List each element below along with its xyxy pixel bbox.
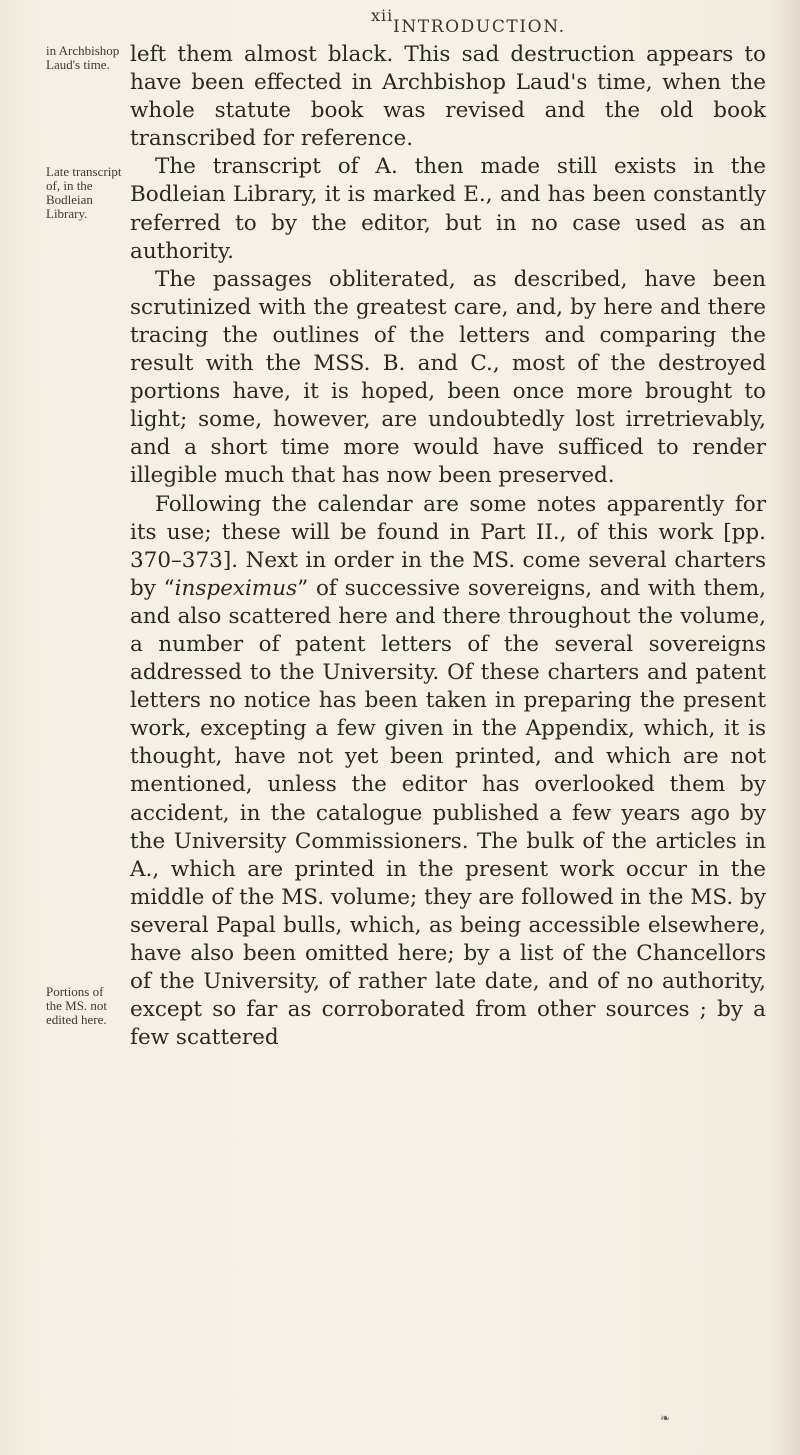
paragraph-2: The transcript of A. then made still exists in the Bodleian Library, it is marked E., and has been constantly referred to by the editor, but in no case used as an authority. [130, 154, 766, 264]
paragraph-4-after: ” of successive sovereigns, and with them, and also scattered here and there throughout the volume, a number of patent letters of the several sovereigns addressed to the University. Of these charters and patent letters no notice has been taken in preparing the present work, excepting a few given in the Appendix, which, it is thought, have not yet been printed, and which are not mentioned, unless the editor has overlooked them by accident, in the catalogue published a few years ago by the University Commissioners. The bulk of the articles in A., which are printed in the present work occur in the middle of the MS. volume; they are followed in the MS. by several Papal bulls, which, as being accessible elsewhere, have also been omitted here; by a list of the Chancellors of the University, of rather late date, and of no authority, except so far as corroborated from other sources ; by a few scattered [130, 575, 766, 1051]
page-edge-shadow [770, 0, 800, 1455]
paragraph-3: The passages obliterated, as described, have been scrutinized with the greatest care, and, by here and there tracing the outlines of the letters and comparing the result with the MSS. B. and C., most of the destroyed portions have, it is hoped, been once more brought to light; some, however, are undoubtedly lost irretrievably, and a short time more would have sufficed to render illegible much that has now been preserved. [130, 266, 766, 489]
paragraph-4-before: Following the calendar are some notes apparently for its use; these will be found in Part II., of this work [pp. 370–373]. Next in order in the MS. come several charters by “ [130, 491, 766, 601]
paragraph-1: left them almost black. This sad destruction appears to have been effected in Archbishop Laud's time, when the whole statute book was revised and the old book transcribed for reference. [130, 42, 766, 152]
margin-note-laud: in Archbishop Laud's time. [46, 43, 120, 72]
paragraph-4 [130, 491, 766, 1053]
page-mark: ❧ [660, 1411, 671, 1425]
running-head: INTRODUCTION. [393, 17, 566, 37]
body-text [130, 41, 766, 1052]
margin-note-transcript: Late transcript of, in the Bodleian Library. [46, 164, 122, 221]
page-number: xii [371, 6, 394, 25]
inspeximus-term: inspeximus [174, 575, 298, 601]
margin-note-portions: Portions of the MS. not edited here. [46, 984, 108, 1027]
